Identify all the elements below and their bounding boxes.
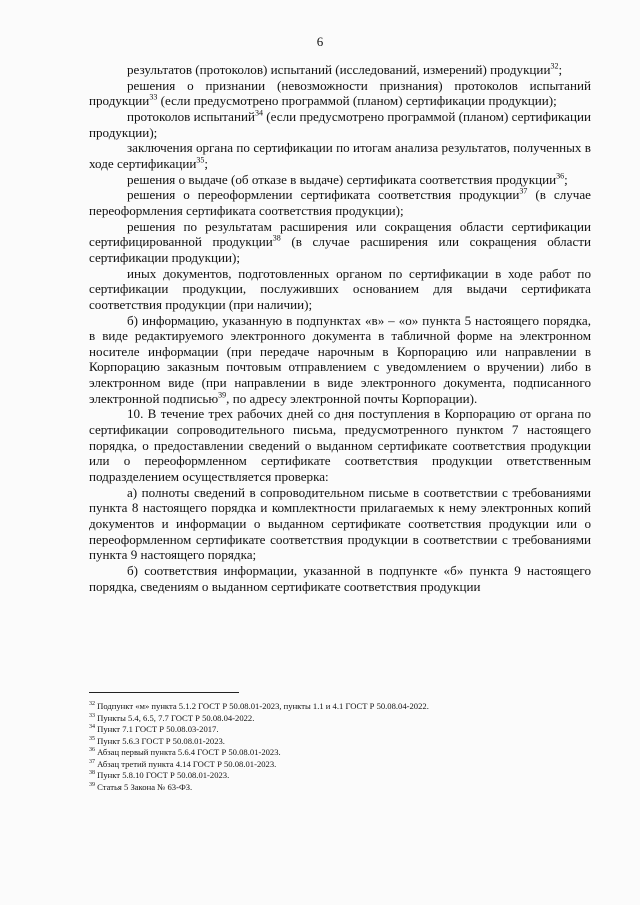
paragraph: решения о признании (невозможности признания) протоколов испытаний продукции$^{33}$ (если предусмотрено программой (планом) сертификации продукции); bbox=[89, 77, 591, 109]
body-text bbox=[89, 62, 591, 594]
footnote: $^{37}$ Абзац третий пункта 4.14 ГОСТ Р 50.08.01-2023. bbox=[89, 758, 277, 769]
footnote-ref: 33 bbox=[149, 92, 158, 102]
footnote: $^{39}$ Статья 5 Закона № 63-ФЗ. bbox=[89, 781, 193, 792]
paragraph: решения о переоформлении сертификата соответствия продукции$^{37}$ (в случае переоформления сертификата соответствия продукции); bbox=[89, 186, 591, 218]
footnote-ref: 39 bbox=[218, 390, 227, 400]
footnote-ref: 32 bbox=[550, 61, 559, 71]
page-number: 6 bbox=[316, 34, 324, 49]
footnote-ref: 38 bbox=[272, 233, 281, 243]
footnote-ref: 36 bbox=[556, 171, 565, 181]
footnote: $^{35}$ Пункт 5.6.3 ГОСТ Р 50.08.01-2023. bbox=[89, 735, 225, 746]
footnote-ref: 34 bbox=[255, 108, 263, 118]
paragraph: протоколов испытаний$^{34}$ (если предусмотрено программой (планом) сертификации продукции); bbox=[89, 108, 591, 140]
footnote-ref: 35 bbox=[196, 155, 205, 165]
paragraph: заключения органа по сертификации по итогам анализа результатов, полученных в ходе сертификации$^{35}$; bbox=[89, 140, 591, 171]
footnote-ref: 37 bbox=[519, 186, 528, 196]
footnote: $^{34}$ Пункт 7.1 ГОСТ Р 50.08.03-2017. bbox=[89, 724, 219, 734]
footnotes bbox=[89, 701, 591, 793]
footnote: $^{38}$ Пункт 5.8.10 ГОСТ Р 50.08.01-2023. bbox=[89, 770, 230, 780]
footnote-separator bbox=[89, 692, 239, 693]
paragraph: иных документов, подготовленных органом по сертификации в ходе работ по сертификации продукции, послуживших основанием для выдачи сертификата соответствия продукции (при наличии); bbox=[89, 265, 591, 312]
paragraph: решения по результатам расширения или сокращения области сертификации сертифицированной продукции$^{38}$ (в случае расширения или сокращения области сертификации продукции); bbox=[89, 218, 591, 265]
paragraph: результатов (протоколов) испытаний (исследований, измерений) продукции$^{32}$; bbox=[127, 61, 563, 77]
footnote: $^{32}$ Подпункт «м» пункта 5.1.2 ГОСТ Р 50.08.01-2023, пункты 1.1 и 4.1 ГОСТ Р 50.08.04-2022. bbox=[89, 701, 429, 711]
paragraph: решения о выдаче (об отказе в выдаче) сертификата соответствия продукции$^{36}$; bbox=[127, 171, 568, 187]
paragraph: а) полноты сведений в сопроводительном письме в соответствии с требованиями пункта 8 настоящего порядка и комплектности прилагаемых к нему электронных копий документов и информации о выданном сертификате соответствия продукции или о переоформленном сертификате соответствия продукции в соответствии с требованиями пункта 9 настоящего порядка; bbox=[89, 484, 591, 563]
paragraph: б) информацию, указанную в подпунктах «в» – «о» пункта 5 настоящего порядка, в виде редактируемого электронного документа в табличной форме на электронном носителе информации (при передаче нарочным в Корпорацию или направлении в Корпорацию заказным почтовым отправлением с уведомлением о вручении) либо в электронном виде (при направлении в виде электронного документа, подписанного электронной подписью$^{39}$, по адресу электронной почты Корпорации). bbox=[89, 312, 591, 406]
footnote: $^{36}$ Абзац первый пункта 5.6.4 ГОСТ Р 50.08.01-2023. bbox=[89, 747, 281, 757]
paragraph: б) соответствия информации, указанной в подпункте «б» пункта 9 настоящего порядка, сведениям о выданном сертификате соответствия продукции bbox=[89, 563, 591, 594]
footnote: $^{33}$ Пункты 5.4, 6.5, 7.7 ГОСТ Р 50.08.04-2022. bbox=[89, 712, 255, 723]
paragraph: 10. В течение трех рабочих дней со дня поступления в Корпорацию от органа по сертификации сопроводительного письма, предусмотренного пунктом 7 настоящего порядка, о предоставлении сведений о выданном сертификате соответствия продукции или о переоформленном сертификате соответствия продукции ответственным подразделением осуществляется проверка: bbox=[89, 406, 591, 485]
